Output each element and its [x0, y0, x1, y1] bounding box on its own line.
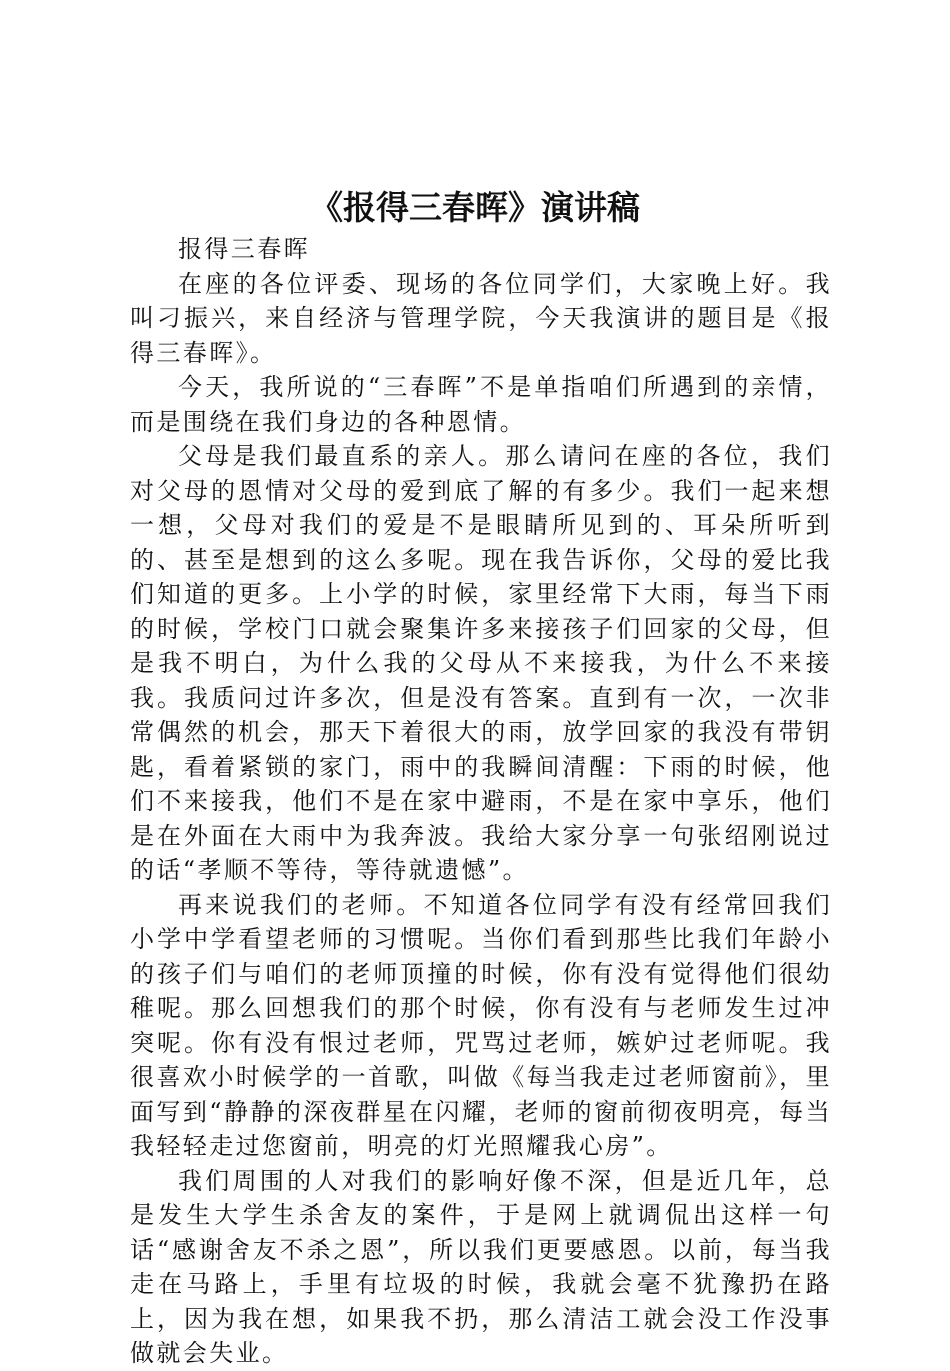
paragraph-theme: 今天，我所说的“三春晖”不是单指咱们所遇到的亲情，而是围绕在我们身边的各种恩情。 [130, 373, 832, 436]
document-title: 《报得三春晖》演讲稿 [310, 188, 640, 227]
paragraph-parents: 父母是我们最直系的亲人。那么请问在座的各位，我们对父母的恩情对父母的爱到底了解的有多少。我们一起来想一想，父母对我们的爱是不是眼睛所见到的、耳朵所听到的、甚至是想到的这么多呢。现在我告诉你，父母的爱比我们知道的更多。上小学的时候，家里经常下大雨，每当下雨的时候，学校门口就会聚集许多来接孩子们回家的父母，但是我不明白，为什么我的父母从不来接我，为什么不来接我。我质问过许多次，但是没有答案。直到有一次，一次非常偶然的机会，那天下着很大的雨，放学回家的我没有带钥匙，看着紧锁的家门，雨中的我瞬间清醒：下雨的时候，他们不来接我，他们不是在家中避雨，不是在家中享乐，他们是在外面在大雨中为我奔波。我给大家分享一句张绍刚说过的话“孝顺不等待，等待就遗憾”。 [130, 442, 832, 884]
subtitle-paragraph: 报得三春晖 [178, 235, 310, 263]
paragraph-greeting: 在座的各位评委、现场的各位同学们，大家晚上好。我叫刁振兴，来自经济与管理学院，今天我演讲的题目是《报得三春晖》。 [130, 269, 832, 367]
paragraph-people-around: 我们周围的人对我们的影响好像不深，但是近几年，总是发生大学生杀舍友的案件，于是网上就调侃出这样一句话“感谢舍友不杀之恩”，所以我们更要感恩。以前，每当我走在马路上，手里有垃圾的时候，我就会毫不犹豫扔在路上，因为我在想，如果我不扔，那么清洁工就会没工作没事做就会失业。 [130, 1166, 832, 1367]
paragraph-teachers: 再来说我们的老师。不知道各位同学有没有经常回我们小学中学看望老师的习惯呢。当你们看到那些比我们年龄小的孩子们与咱们的老师顶撞的时候，你有没有觉得他们很幼稚呢。那么回想我们的那个时候，你有没有与老师发生过冲突呢。你有没有恨过老师，咒骂过老师，嫉妒过老师呢。我很喜欢小时候学的一首歌，叫做《每当我走过老师窗前》，里面写到“静静的深夜群星在闪耀，老师的窗前彻夜明亮，每当我轻轻走过您窗前，明亮的灯光照耀我心房”。 [130, 890, 832, 1160]
document-body [130, 232, 832, 1371]
